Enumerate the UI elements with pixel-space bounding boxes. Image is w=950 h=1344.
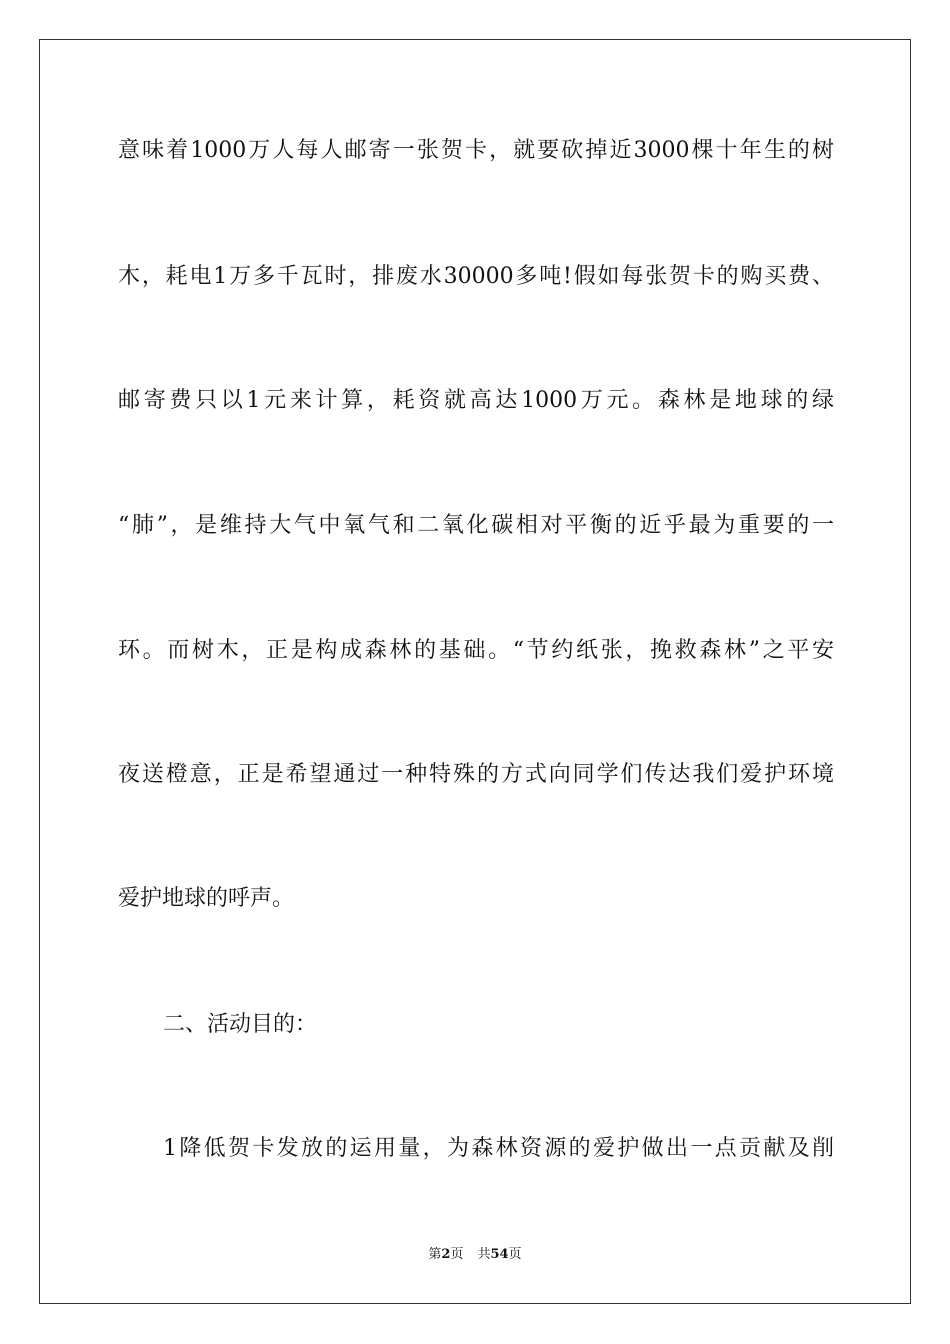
footer-total-prefix: 共 — [477, 1247, 491, 1262]
footer-total-number: 54 — [490, 1247, 509, 1262]
footer-page-suffix: 页 — [450, 1247, 464, 1262]
footer-page-prefix: 第 — [428, 1247, 442, 1262]
section-heading: 二、活动目的： — [163, 1012, 318, 1037]
list-item-1: 1降低贺卡发放的运用量，为森林资源的爱护做出一点贡献及削 — [163, 1136, 834, 1161]
body-text-line-6: 夜送橙意，正是希望通过一种特殊的方式向同学们传达我们爱护环境 — [118, 762, 834, 787]
body-text-line-1: 意味着1000万人每人邮寄一张贺卡，就要砍掉近3000棵十年生的树 — [118, 138, 834, 163]
footer-total-suffix: 页 — [508, 1247, 522, 1262]
page-frame — [39, 39, 911, 1304]
body-text-line-4: “肺”，是维持大气中氧气和二氧化碳相对平衡的近乎最为重要的一 — [118, 513, 834, 538]
page-footer — [0, 1246, 950, 1264]
body-text-line-3: 邮寄费只以1元来计算，耗资就高达1000万元。森林是地球的绿 — [118, 388, 834, 413]
body-text-line-5: 环。而树木，正是构成森林的基础。“节约纸张，挽救森林”之平安 — [118, 638, 834, 663]
body-text-line-2: 木，耗电1万多千瓦时，排废水30000多吨!假如每张贺卡的购买费、 — [118, 264, 834, 289]
footer-page-number: 2 — [441, 1247, 451, 1262]
body-text-line-7: 爱护地球的呼声。 — [118, 886, 295, 911]
